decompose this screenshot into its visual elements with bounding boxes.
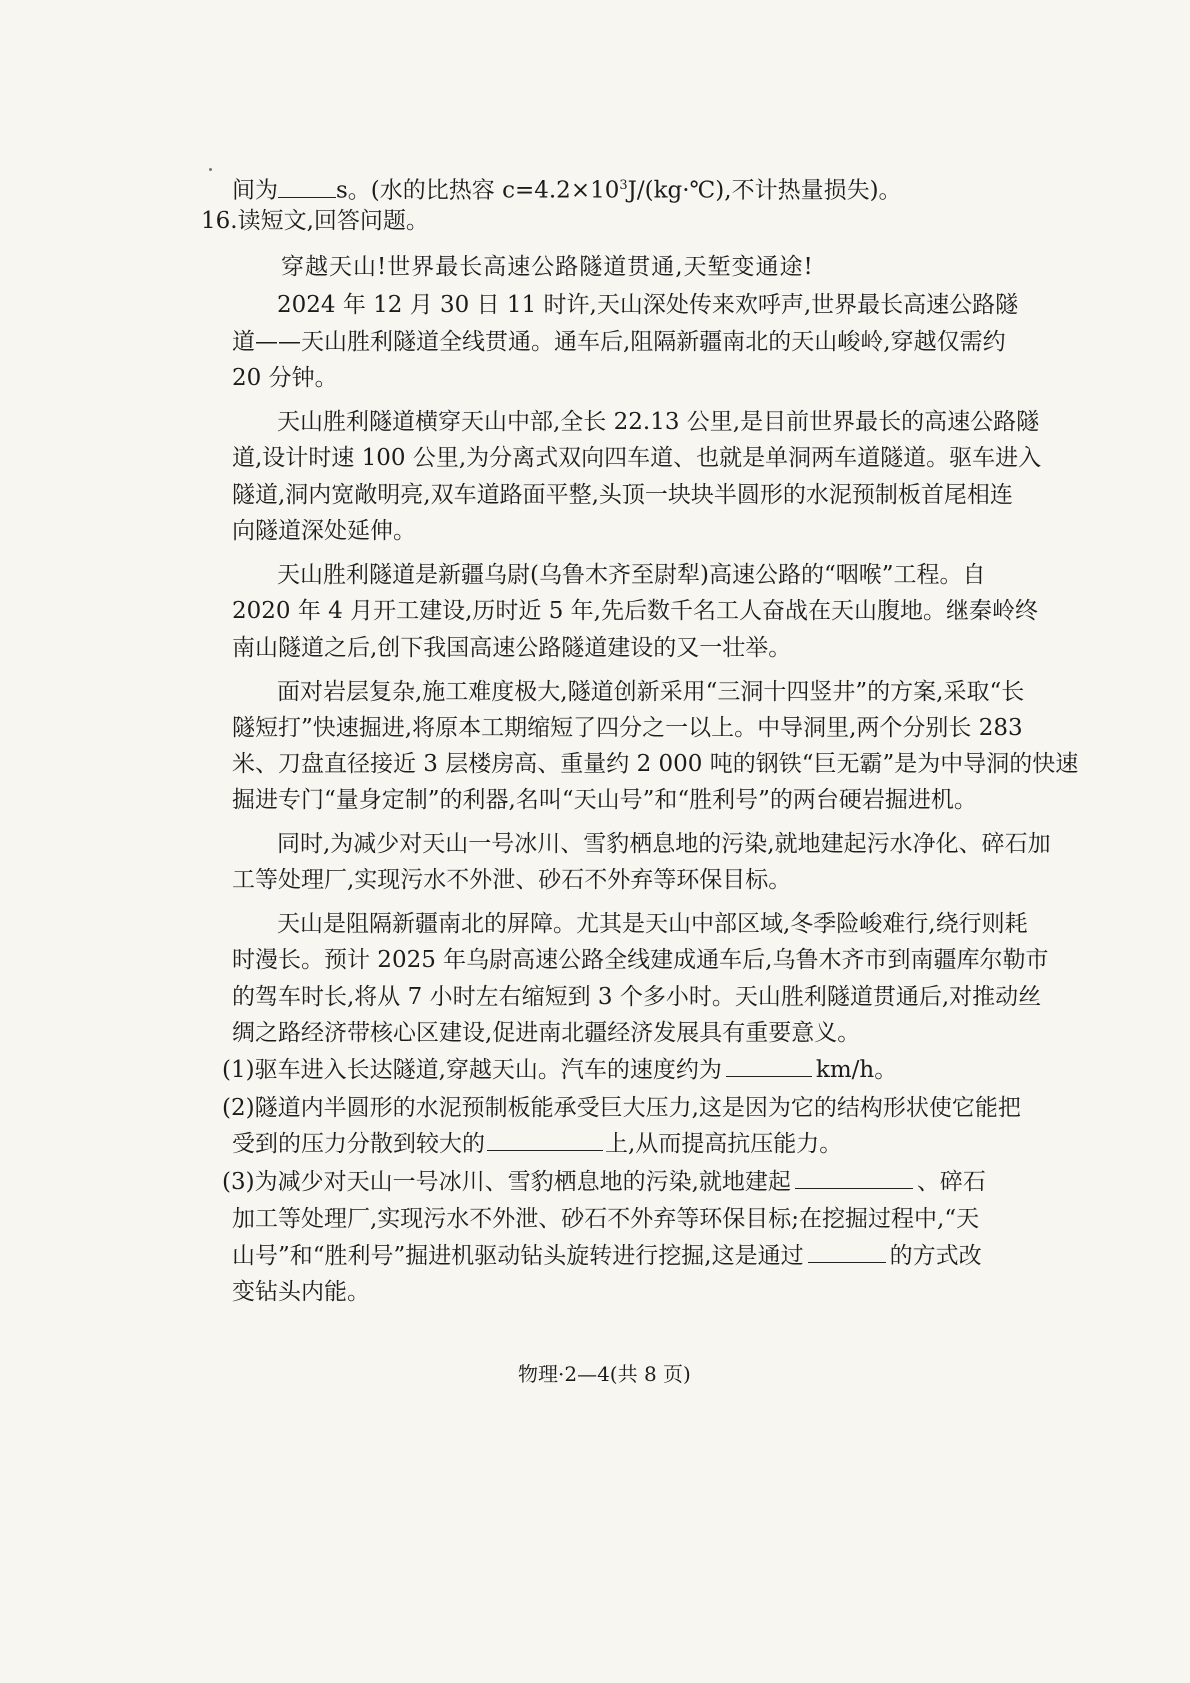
p3-line3: 南山隧道之后,创下我国高速公路隧道建设的又一壮举。 [232,635,792,661]
p5-line1: 同时,为减少对天山一号冰川、雪豹栖息地的污染,就地建起污水净化、碎石加 [277,831,1051,857]
scan-speck [209,168,212,171]
p1-line2: 道——天山胜利隧道全线贯通。通车后,阻隔新疆南北的天山峻岭,穿越仅需约 [232,329,1006,355]
subquestion-2-text-2: 上,从而提高抗压能力。 [605,1131,843,1157]
subquestion-3-line1 [222,1166,986,1198]
subquestion-3-text-2: 、碎石 [916,1169,986,1195]
p3-line2: 2020 年 4 月开工建设,历时近 5 年,先后数千名工人奋战在天山腹地。继秦岭终 [232,598,1038,624]
p2-line1: 天山胜利隧道横穿天山中部,全长 22.13 公里,是目前世界最长的高速公路隧 [277,409,1040,435]
p4-line2: 隧短打”快速掘进,将原本工期缩短了四分之一以上。中导洞里,两个分别长 283 [232,715,1023,741]
subquestion-3-text-3: 山号”和“胜利号”掘进机驱动钻头旋转进行挖掘,这是通过 [232,1243,804,1269]
header-line [232,170,902,207]
p3-line1: 天山胜利隧道是新疆乌尉(乌鲁木齐至尉犁)高速公路的“咽喉”工程。自 [277,562,986,588]
subquestion-1-text: (1)驱车进入长达隧道,穿越天山。汽车的速度约为 [222,1057,722,1083]
header-suffix-2: J/(kg·℃),不计热量损失)。 [627,177,902,204]
subquestion-2-line1: (2)隧道内半圆形的水泥预制板能承受巨大压力,这是因为它的结构形状使它能把 [222,1095,1021,1121]
p2-line4: 向隧道深处延伸。 [232,518,416,544]
p6-line4: 绸之路经济带核心区建设,促进南北疆经济发展具有重要意义。 [232,1020,861,1046]
subquestion-3-line4: 变钻头内能。 [232,1279,370,1305]
article-title: 穿越天山!世界最长高速公路隧道贯通,天堑变通途! [281,254,814,280]
p4-line1: 面对岩层复杂,施工难度极大,隧道创新采用“三洞十四竖井”的方案,采取“长 [277,679,1025,705]
subquestion-1-unit: km/h。 [815,1057,898,1083]
subquestion-3-line3 [232,1240,982,1272]
p1-line3: 20 分钟。 [232,365,338,391]
answer-blank-speed[interactable] [726,1054,812,1077]
subquestion-3-text-4: 的方式改 [889,1243,982,1269]
p5-line2: 工等处理厂,实现污水不外泄、砂石不外弃等环保目标。 [232,867,792,893]
header-exponent: 3 [619,178,628,193]
answer-blank-plant[interactable] [795,1166,913,1189]
subquestion-2-text: 受到的压力分散到较大的 [232,1131,485,1157]
subquestion-3-text: (3)为减少对天山一号冰川、雪豹栖息地的污染,就地建起 [222,1169,791,1195]
p6-line1: 天山是阻隔新疆南北的屏障。尤其是天山中部区域,冬季险峻难行,绕行则耗 [277,911,1028,937]
answer-blank-time[interactable] [278,175,336,198]
subquestion-1 [222,1054,897,1086]
question-heading: 16.读短文,回答问题。 [201,208,429,234]
subquestion-3-line2: 加工等处理厂,实现污水不外泄、砂石不外弃等环保目标;在挖掘过程中,“天 [232,1206,980,1232]
p2-line3: 隧道,洞内宽敞明亮,双车道路面平整,头顶一块块半圆形的水泥预制板首尾相连 [232,482,1013,508]
p2-line2: 道,设计时速 100 公里,为分离式双向四车道、也就是单洞两车道隧道。驱车进入 [232,445,1042,471]
p4-line3: 米、刀盘直径接近 3 层楼房高、重量约 2 000 吨的钢铁“巨无霸”是为中导洞的快速 [232,751,1079,777]
header-prefix: 间为 [232,177,278,204]
p1-line1: 2024 年 12 月 30 日 11 时许,天山深处传来欢呼声,世界最长高速公路隧 [277,292,1019,318]
subquestion-2-line2 [232,1128,842,1160]
header-suffix: s。(水的比热容 c=4.2×10 [336,177,620,204]
page-footer: 物理·2—4(共 8 页) [518,1362,691,1386]
answer-blank-method[interactable] [808,1240,886,1263]
p4-line4: 掘进专门“量身定制”的利器,名叫“天山号”和“胜利号”的两台硬岩掘进机。 [232,787,977,813]
p6-line2: 时漫长。预计 2025 年乌尉高速公路全线建成通车后,乌鲁木齐市到南疆库尔勒市 [232,947,1049,973]
p6-line3: 的驾车时长,将从 7 小时左右缩短到 3 个多小时。天山胜利隧道贯通后,对推动丝 [232,984,1042,1010]
answer-blank-area[interactable] [487,1128,603,1151]
